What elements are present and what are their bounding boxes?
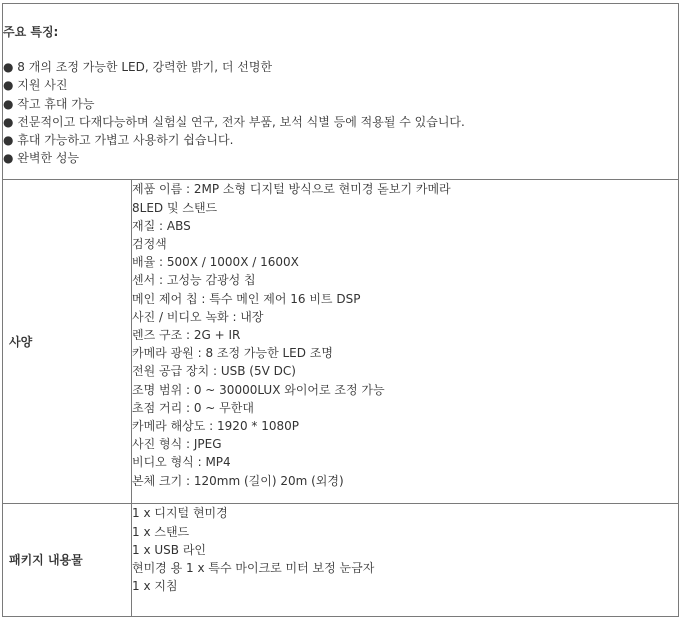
specs-list — [132, 180, 679, 504]
spec-line: 비디오 형식 : MP4 — [132, 455, 231, 470]
feature-item: ● 8 개의 조정 가능한 LED, 강력한 밝기, 더 선명한 — [3, 60, 273, 75]
spec-line: 센서 : 고성능 감광성 칩 — [132, 273, 256, 288]
feature-item: ● 완벽한 성능 — [3, 151, 80, 166]
features-title: 주요 특징: — [3, 25, 59, 39]
spec-line: 재질 : ABS — [132, 218, 191, 233]
spec-line: 렌즈 구조 : 2G + IR — [132, 328, 241, 343]
feature-item: ● 전문적이고 다재다능하며 실험실 연구, 전자 부품, 보석 식별 등에 적용될 수 있습니다. — [3, 114, 465, 129]
spec-line: 전원 공급 장치 : USB (5V DC) — [132, 364, 296, 379]
spec-line: 메인 제어 칩 : 특수 메인 제어 16 비트 DSP — [132, 291, 361, 306]
package-line: 1 x USB 라인 — [132, 542, 206, 557]
spec-line: 초점 거리 : 0 ~ 무한대 — [132, 400, 254, 415]
spec-line: 검정색 — [132, 237, 167, 252]
spec-line: 카메라 광원 : 8 조정 가능한 LED 조명 — [132, 346, 333, 361]
feature-item: ● 지원 사진 — [3, 78, 68, 93]
spec-line: 8LED 및 스탠드 — [132, 200, 218, 215]
package-label: 패키지 내용물 — [3, 504, 132, 617]
package-list — [132, 504, 679, 617]
package-line: 1 x 스탠드 — [132, 524, 190, 539]
spec-line: 조명 범위 : 0 ~ 30000LUX 와이어로 조정 가능 — [132, 382, 385, 397]
feature-item: ● 작고 휴대 가능 — [3, 96, 95, 111]
spec-line: 카메라 해상도 : 1920 * 1080P — [132, 419, 299, 434]
package-line: 1 x 지침 — [132, 579, 178, 594]
features-row — [3, 4, 679, 180]
spec-line: 제품 이름 : 2MP 소형 디지털 방식으로 현미경 돋보기 카메라 — [132, 182, 451, 197]
features-list — [3, 58, 678, 167]
specs-label: 사양 — [3, 180, 132, 504]
specs-row — [3, 180, 679, 504]
feature-item: ● 휴대 가능하고 가볍고 사용하기 쉽습니다. — [3, 133, 234, 148]
product-info-table — [2, 3, 679, 617]
features-cell — [3, 4, 679, 180]
spec-line: 사진 / 비디오 녹화 : 내장 — [132, 309, 264, 324]
spec-line: 배율 : 500X / 1000X / 1600X — [132, 255, 299, 270]
spec-line: 사진 형식 : JPEG — [132, 437, 222, 452]
package-row — [3, 504, 679, 617]
package-line: 현미경 용 1 x 특수 마이크로 미터 보정 눈금자 — [132, 561, 375, 576]
package-line: 1 x 디지털 현미경 — [132, 506, 228, 521]
spec-line: 본체 크기 : 120mm (길이) 20m (외경) — [132, 473, 344, 488]
